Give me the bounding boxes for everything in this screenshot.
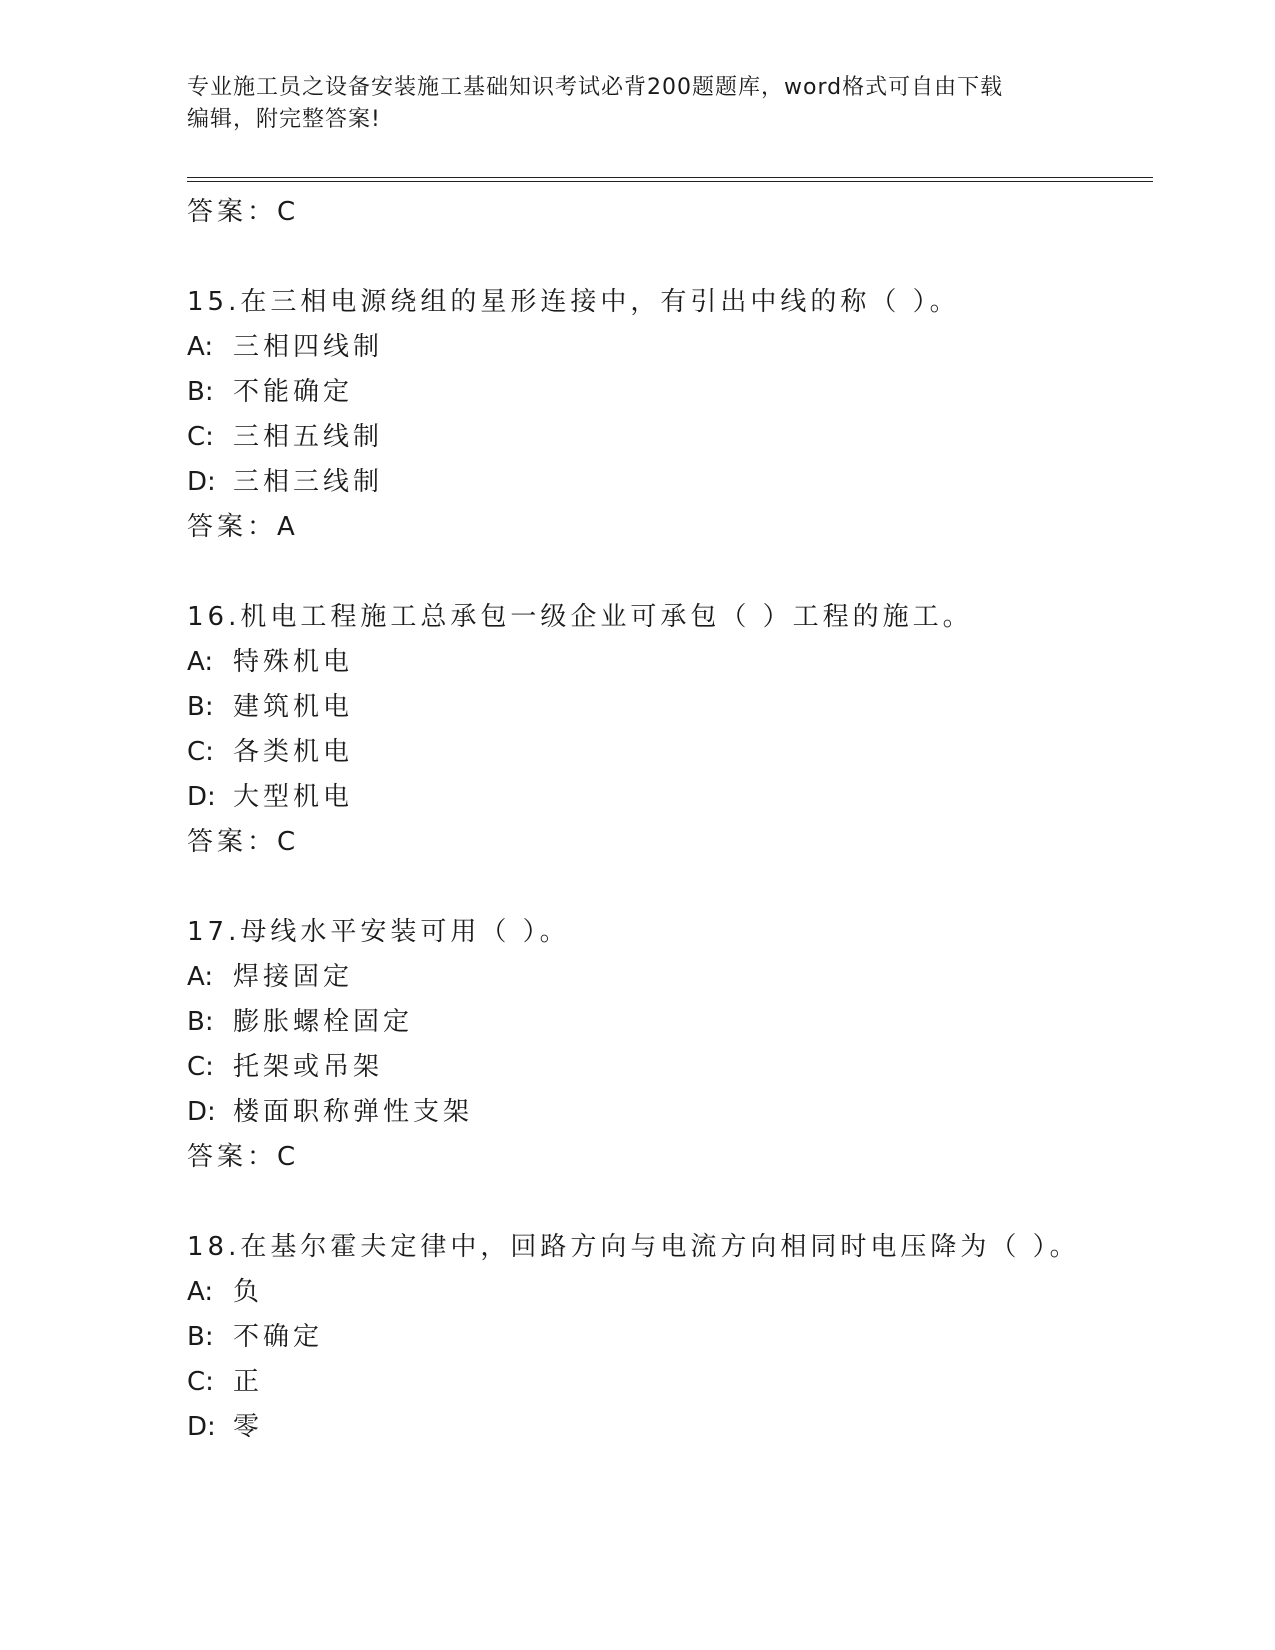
option-text: 三相四线制 (233, 332, 384, 362)
option-d (187, 1405, 1147, 1450)
option-c (187, 730, 1147, 775)
option-text: 焊接固定 (233, 962, 354, 992)
question-list (187, 190, 1147, 1450)
option-text: 楼面职称弹性支架 (233, 1097, 474, 1127)
header-line-1: 专业施工员之设备安装施工基础知识考试必背200题题库，word格式可自由下载 (187, 75, 1004, 100)
spacer (187, 550, 1147, 595)
question-stem: 16.机电工程施工总承包一级企业可承包（ ）工程的施工。 (187, 602, 973, 632)
option-a (187, 955, 1147, 1000)
header-divider-top (187, 177, 1153, 178)
question-18 (187, 1225, 1147, 1450)
question-stem: 18.在基尔霍夫定律中，回路方向与电流方向相同时电压降为（ ）。 (187, 1232, 1080, 1262)
option-letter: D: (187, 782, 216, 812)
document-header (187, 72, 1087, 136)
option-letter: A: (187, 962, 214, 992)
option-letter: A: (187, 332, 214, 362)
option-letter: B: (187, 1322, 214, 1352)
answer: 答案：C (187, 827, 300, 857)
option-b (187, 370, 1147, 415)
option-letter: A: (187, 1277, 214, 1307)
option-letter: B: (187, 1007, 214, 1037)
spacer (187, 1180, 1147, 1225)
option-letter: D: (187, 467, 216, 497)
question-17 (187, 910, 1147, 1180)
option-c (187, 1360, 1147, 1405)
option-a (187, 1270, 1147, 1315)
question-15 (187, 280, 1147, 550)
option-text: 特殊机电 (233, 647, 354, 677)
option-b (187, 1000, 1147, 1045)
option-letter: D: (187, 1412, 216, 1442)
option-letter: D: (187, 1097, 216, 1127)
option-a (187, 640, 1147, 685)
question-16 (187, 595, 1147, 865)
option-text: 负 (233, 1277, 264, 1307)
option-letter: C: (187, 1052, 214, 1082)
option-text: 各类机电 (233, 737, 354, 767)
option-letter: C: (187, 1367, 214, 1397)
spacer (187, 865, 1147, 910)
option-text: 不能确定 (233, 377, 354, 407)
option-c (187, 1045, 1147, 1090)
option-text: 三相五线制 (233, 422, 384, 452)
option-text: 零 (233, 1412, 264, 1442)
option-text: 大型机电 (233, 782, 354, 812)
option-text: 正 (233, 1367, 264, 1397)
option-letter: B: (187, 377, 214, 407)
option-d (187, 460, 1147, 505)
option-text: 托架或吊架 (233, 1052, 384, 1082)
option-letter: B: (187, 692, 214, 722)
answer: 答案：A (187, 512, 299, 542)
option-letter: A: (187, 647, 214, 677)
question-stem: 15.在三相电源绕组的星形连接中，有引出中线的称（ ）。 (187, 287, 960, 317)
option-a (187, 325, 1147, 370)
option-text: 三相三线制 (233, 467, 384, 497)
header-divider-bottom (187, 181, 1153, 182)
option-text: 膨胀螺栓固定 (233, 1007, 414, 1037)
option-text: 不确定 (233, 1322, 324, 1352)
option-text: 建筑机电 (233, 692, 354, 722)
option-d (187, 775, 1147, 820)
question-stem: 17.母线水平安装可用（ ）。 (187, 917, 570, 947)
header-line-2: 编辑，附完整答案! (187, 107, 381, 132)
option-d (187, 1090, 1147, 1135)
option-c (187, 415, 1147, 460)
option-letter: C: (187, 737, 214, 767)
option-b (187, 685, 1147, 730)
previous-answer: 答案：C (187, 197, 300, 227)
option-b (187, 1315, 1147, 1360)
spacer (187, 235, 1147, 280)
option-letter: C: (187, 422, 214, 452)
answer: 答案：C (187, 1142, 300, 1172)
